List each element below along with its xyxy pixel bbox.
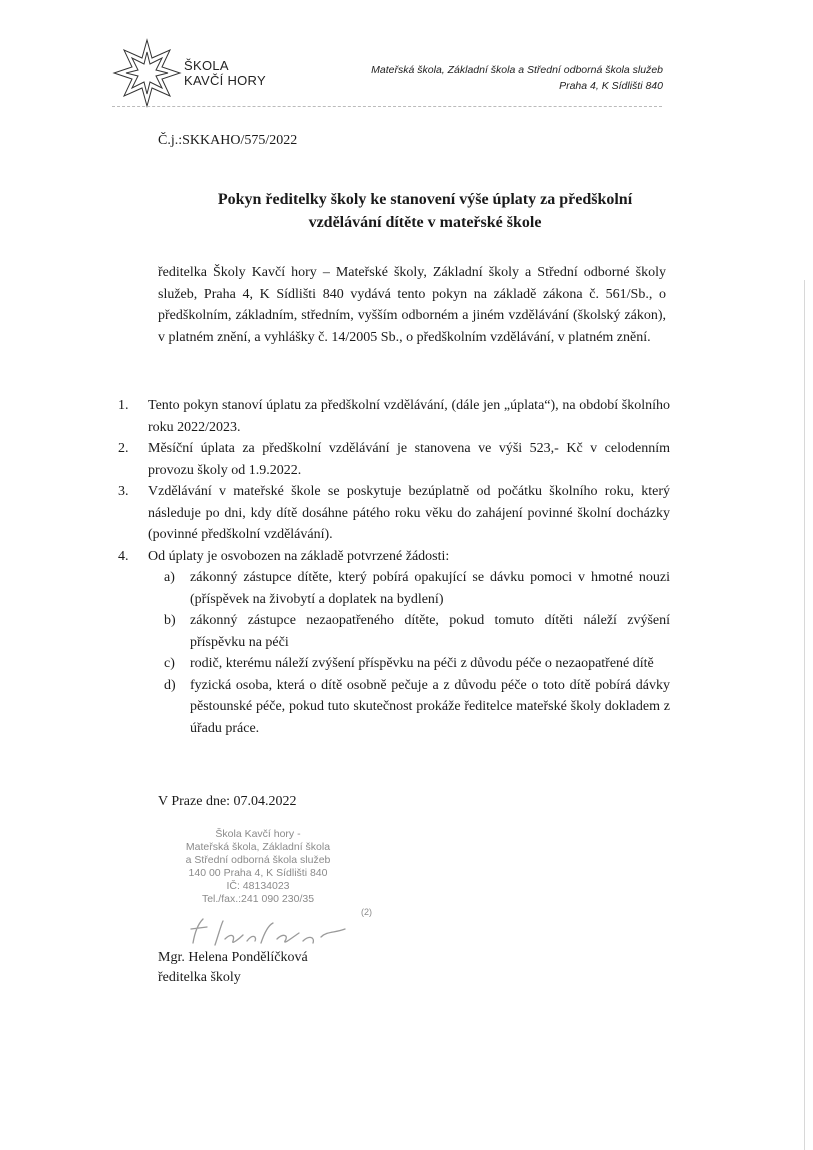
school-logo-star-icon xyxy=(112,38,182,108)
handwritten-signature xyxy=(185,913,355,953)
sublist-item-text: rodič, kterému náleží zvýšení příspěvku na péči z důvodu péče o nezaopatřené dítě xyxy=(190,656,654,671)
sublist-item-text: zákonný zástupce dítěte, který pobírá opakující se dávku pomoci v hmotné nouzi (příspěvek na živobytí a doplatek na bydlení) xyxy=(190,570,670,607)
logo-text xyxy=(184,58,266,88)
sublist-item-letter: b) xyxy=(164,613,176,628)
list-item-text: Měsíční úplata za předškolní vzdělávání je stanovena ve výši 523,- Kč v celodenním provozu školy od 1.9.2022. xyxy=(148,441,670,478)
list-item xyxy=(118,395,670,438)
sublist-item-text: zákonný zástupce nezaopatřeného dítěte, pokud tomuto dítěti náleží zvýšení příspěvku na péči xyxy=(190,613,670,650)
stamp-line: Tel./fax.:241 090 230/35 xyxy=(201,893,315,905)
sublist-item-letter: c) xyxy=(164,656,175,671)
logo-line-2: KAVČÍ HORY xyxy=(184,73,266,88)
place-date: V Praze dne: 07.04.2022 xyxy=(158,794,297,809)
title-line-2: vzdělávání dítěte v mateřské škole xyxy=(308,214,542,231)
scan-edge-line xyxy=(804,280,805,1150)
signer-role: ředitelka školy xyxy=(158,970,241,985)
school-name: Mateřská škola, Základní škola a Střední odborná škola služeb xyxy=(371,64,663,76)
sublist-item-letter: d) xyxy=(164,677,176,693)
title-line-1: Pokyn ředitelky školy ke stanovení výše úplaty za předškolní xyxy=(217,191,633,208)
list-item xyxy=(118,438,670,481)
header-divider xyxy=(112,106,662,107)
school-address: Praha 4, K Sídlišti 840 xyxy=(559,80,663,92)
sublist-item xyxy=(164,567,670,610)
list-item-text: Od úplaty je osvobozen na základě potvrzené žádosti: xyxy=(148,548,450,564)
sublist-item xyxy=(164,653,670,675)
stamp-line: Škola Kavčí hory - xyxy=(215,828,301,840)
stamp-line: Mateřská škola, Základní škola xyxy=(185,841,331,853)
stamp-side-mark: (2) xyxy=(361,907,372,917)
sublist-item-letter: a) xyxy=(164,570,175,585)
list-item-number: 2. xyxy=(118,441,129,456)
list-item-number: 4. xyxy=(118,548,129,564)
numbered-list xyxy=(118,395,670,739)
sublist-item xyxy=(164,675,670,740)
sublist-item xyxy=(164,610,670,653)
school-stamp xyxy=(158,828,372,917)
logo-line-1: ŠKOLA xyxy=(184,58,229,73)
list-item-number: 1. xyxy=(118,398,129,413)
list-item-number: 3. xyxy=(118,484,129,499)
stamp-line: 140 00 Praha 4, K Sídlišti 840 xyxy=(188,867,328,879)
exemption-sublist xyxy=(148,567,670,739)
list-item-text: Vzdělávání v mateřské škole se poskytuje bezúplatně od počátku školního roku, který následuje po dni, kdy dítě dosáhne pátého roku věku do zahájení povinné školní docházky (povinné předškolní vzdělávání). xyxy=(148,484,670,542)
stamp-line: IČ: 48134023 xyxy=(226,880,290,892)
document-title xyxy=(110,188,740,234)
school-header xyxy=(371,62,663,94)
reference-number: Č.j.:SKKAHO/575/2022 xyxy=(158,133,298,148)
list-item-text: Tento pokyn stanoví úplatu za předškolní vzdělávání, (dále jen „úplata“), na období školního roku 2022/2023. xyxy=(148,398,670,435)
list-item xyxy=(118,481,670,546)
stamp-line: a Střední odborná škola služeb xyxy=(185,854,331,866)
list-item xyxy=(118,546,670,740)
signer-block xyxy=(158,948,308,988)
sublist-item-text: fyzická osoba, která o dítě osobně pečuje a z důvodu péče o toto dítě pobírá dávky pěstounské péče, pokud tuto skutečnost prokáže ředitelce mateřské školy dokladem z úřadu práce. xyxy=(190,677,670,736)
intro-paragraph: ředitelka Školy Kavčí hory – Mateřské školy, Základní školy a Střední odborné školy služeb, Praha 4, K Sídlišti 840 vydává tento pokyn na základě zákona č. 561/Sb., o předškolním, základním, středním, vyšším odborném a jiném vzdělávání (školský zákon), v platném znění, a vyhlášky č. 14/2005 Sb., o předškolním vzdělávání, v platném znění. xyxy=(158,265,666,345)
signer-name: Mgr. Helena Pondělíčková xyxy=(158,950,308,965)
